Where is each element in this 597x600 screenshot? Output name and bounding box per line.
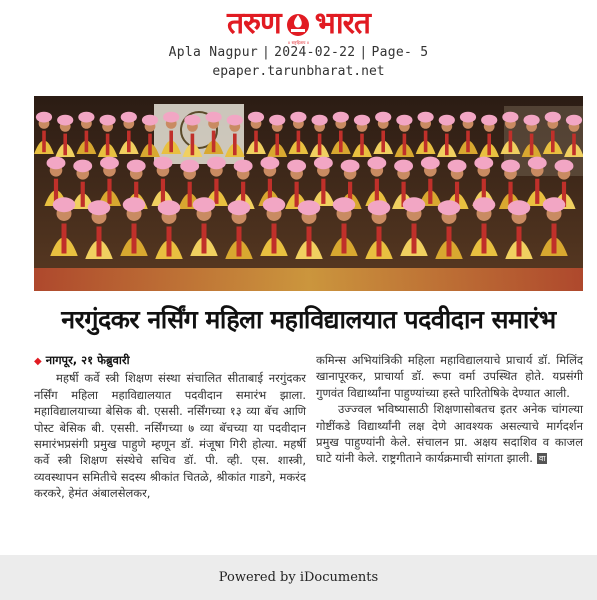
article-paragraph: महर्षी कर्वे स्त्री शिक्षण संस्था संचालित सीताबाई नरगुंदकर नर्सिंग महिला महाविद्यालयात पदवीदान समारंभ झाला. महाविद्यालयाच्या बेसिक बी. एससी. नर्सिंगच्या १३ व्या बॅच आणि पोस्ट बेसिक बी. एससी. नर्सिंगच्या ७ व्या बॅचच्या या पदवीदान समारंभप्रसंगी प्रमुख पाहुणे म्हणून डॉ. मंजूषा गिरी होत्या. महर्षी कर्वे स्त्री शिक्षण संस्थेचे सचिव डॉ. पी. व्ही. एस. शास्त्री, व्यवस्थापन समितीचे सदस्य श्रीकांत चितळे, श्रीकांत गाडगे, मकरंद करकरे, हेमंत अंबालसेलकर, <box>34 371 306 501</box>
article-body <box>34 352 583 527</box>
logo-word-right: भारत <box>314 6 370 41</box>
footer-bar <box>0 555 597 600</box>
tarun-bharat-logo[interactable] <box>227 6 370 42</box>
article-column-left <box>34 352 306 502</box>
diamond-bullet-icon: ◆ <box>34 356 42 367</box>
article-paragraph: कमिन्स अभियांत्रिकी महिला महाविद्यालयाचे प्राचार्य डॉ. मिलिंद खानापूरकर, प्राचार्या डॉ. रूपा वर्मा उपस्थित होते. यप्रसंगी गुणवंत विद्यार्थ्यांना पाहुण्यांच्या हस्ते पारितोषिके देण्यात आली. <box>316 353 583 400</box>
article-column-right <box>316 352 583 467</box>
edition-page: Page- 5 <box>371 45 429 60</box>
graduation-group-photo <box>34 96 583 291</box>
masthead <box>0 6 597 45</box>
article-dateline: नागपूर, २१ फेब्रुवारी <box>45 353 130 367</box>
edition-name: Apla Nagpur <box>168 45 258 60</box>
powered-by-link[interactable]: Powered by iDocuments <box>218 570 379 585</box>
logo-word-left: तरुण <box>227 6 281 41</box>
edition-meta: Apla Nagpur | 2024-02-22 | Page- 5 <box>168 45 429 60</box>
article-end-mark: वा <box>538 454 546 464</box>
article-headline: नरगुंदकर नर्सिंग महिला महाविद्यालयात पदवीदान समारंभ <box>61 305 556 334</box>
logo-tagline: ॥ राष्ट्रहिताय ॥ <box>287 40 310 45</box>
edition-date: 2024-02-22 <box>274 45 356 60</box>
article-paragraph: उज्ज्वल भविष्यासाठी शिक्षणासोबतच इतर अनेक चांगल्या गोष्टींकडे विद्यार्थ्यांनी लक्ष देणे आवश्यक असल्याचे मार्गदर्शन प्रमुख पाहुण्यांनी केले. संचालन प्रा. अक्षय सदाशिव व काजल घाटे यांनी केले. राष्ट्रगीताने कार्यक्रमाची सांगता झाली. <box>316 402 583 466</box>
epaper-url[interactable]: epaper.tarunbharat.net <box>212 64 385 79</box>
flame-emblem-icon <box>285 11 311 37</box>
